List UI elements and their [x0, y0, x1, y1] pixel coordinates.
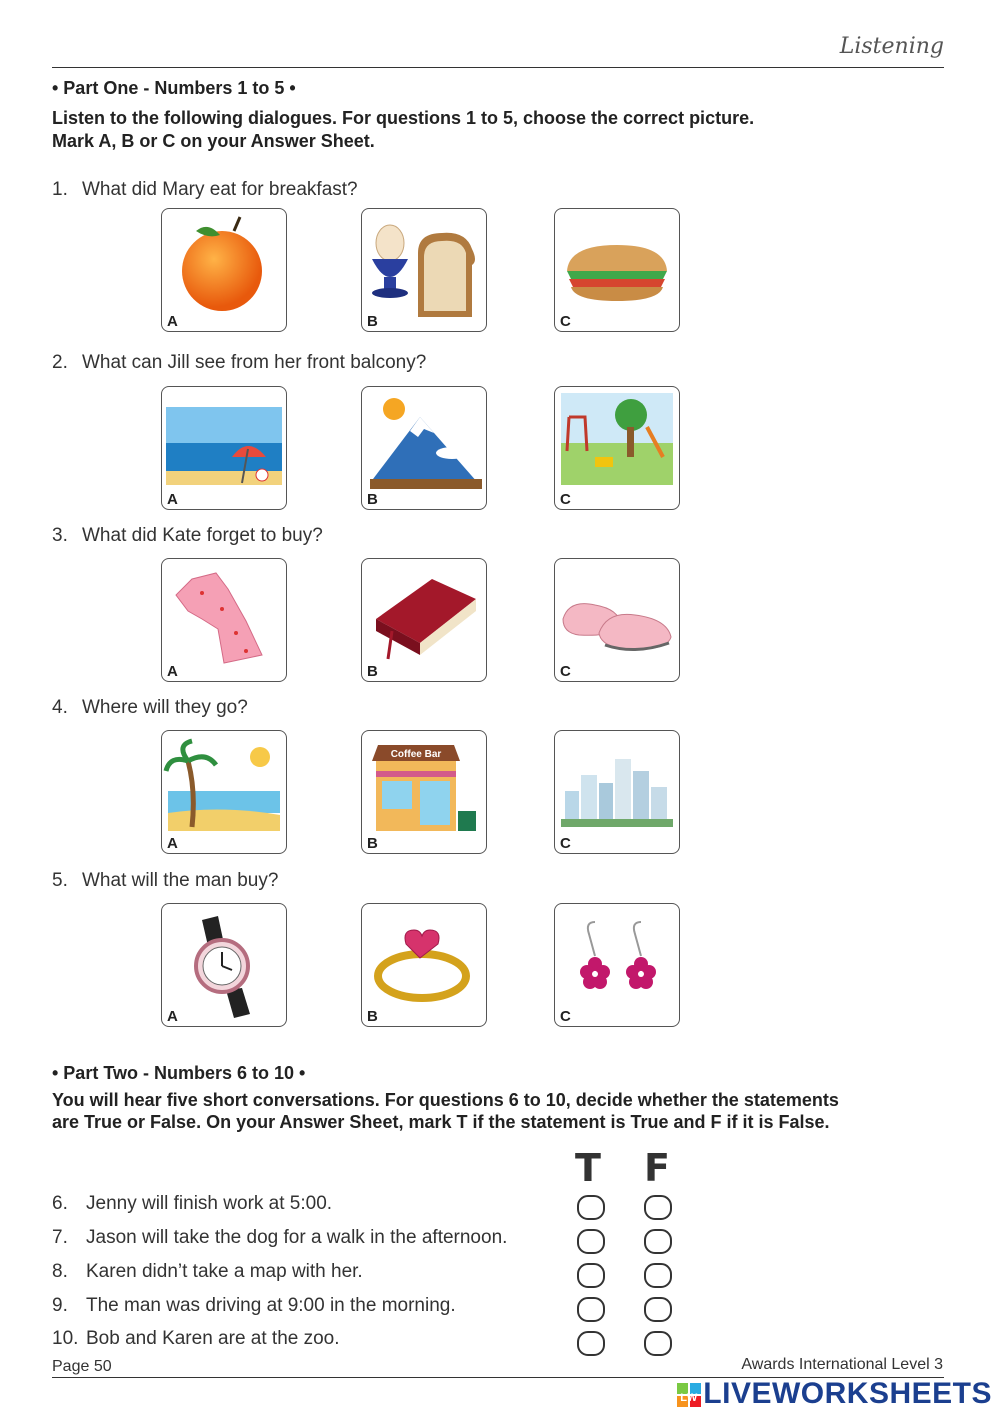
q1-option-b[interactable] [361, 208, 487, 332]
orange-image [162, 209, 286, 331]
question-4 [52, 697, 248, 719]
coffee-bar-image [362, 731, 486, 853]
part-one-instructions-2: Mark A, B or C on your Answer Sheet. [52, 131, 375, 151]
q4-option-b[interactable] [361, 730, 487, 854]
question-3 [52, 525, 323, 547]
q2-option-a[interactable] [161, 386, 287, 510]
watch-image [162, 904, 286, 1026]
q3-option-b[interactable] [361, 558, 487, 682]
header-rule [52, 67, 944, 68]
question-number: 2. [52, 352, 68, 373]
question-text: What did Mary eat for breakfast? [82, 179, 358, 200]
option-letter: A [167, 313, 178, 330]
question-text: Where will they go? [82, 697, 248, 718]
mountain-image [362, 387, 486, 509]
question-1 [52, 179, 358, 201]
question-number: 5. [52, 870, 68, 891]
statement-10-true-radio[interactable] [577, 1331, 605, 1356]
option-letter: C [560, 663, 571, 680]
statement-9 [52, 1295, 456, 1317]
question-number: 4. [52, 697, 68, 718]
statement-7-false-radio[interactable] [644, 1229, 672, 1254]
statement-9-true-radio[interactable] [577, 1297, 605, 1322]
q3-option-c[interactable] [554, 558, 680, 682]
question-2 [52, 352, 426, 374]
question-number: 3. [52, 525, 68, 546]
book-image [362, 559, 486, 681]
question-text: What did Kate forget to buy? [82, 525, 323, 546]
q5-option-b[interactable] [361, 903, 487, 1027]
statement-number: 10. [52, 1328, 79, 1349]
option-letter: A [167, 663, 178, 680]
dress-image [162, 559, 286, 681]
false-column-header: F [644, 1146, 670, 1190]
part-two-title: • Part Two - Numbers 6 to 10 • [52, 1063, 306, 1083]
shoes-image [555, 559, 679, 681]
statement-text: Karen didn’t take a map with her. [86, 1261, 363, 1282]
earrings-image [555, 904, 679, 1026]
statement-number: 9. [52, 1295, 68, 1316]
statement-text: The man was driving at 9:00 in the morning. [86, 1295, 456, 1316]
city-image [555, 731, 679, 853]
q2-option-c[interactable] [554, 386, 680, 510]
part-one-instructions-1: Listen to the following dialogues. For questions 1 to 5, choose the correct picture. [52, 108, 755, 128]
statement-8-false-radio[interactable] [644, 1263, 672, 1288]
q1-option-a[interactable] [161, 208, 287, 332]
option-letter: C [560, 313, 571, 330]
option-letter: B [367, 491, 378, 508]
question-5 [52, 870, 278, 892]
liveworksheets-logo[interactable] [677, 1377, 992, 1411]
option-letter: B [367, 835, 378, 852]
brand-name: LIVEWORKSHEETS [703, 1377, 992, 1410]
q4-option-a[interactable] [161, 730, 287, 854]
part-two-instructions-2: are True or False. On your Answer Sheet, mark T if the statement is True and F if it is False. [52, 1112, 830, 1132]
statement-number: 6. [52, 1193, 68, 1214]
coffee-bar-sign: Coffee Bar [390, 749, 442, 760]
egg-and-toast-image [362, 209, 486, 331]
q4-option-c[interactable] [554, 730, 680, 854]
option-letter: B [367, 1008, 378, 1025]
question-text: What will the man buy? [82, 870, 279, 891]
page-number: Page 50 [52, 1358, 112, 1375]
statement-7 [52, 1227, 507, 1249]
statement-7-true-radio[interactable] [577, 1229, 605, 1254]
statement-8 [52, 1261, 363, 1283]
part-two-instructions-1: You will hear five short conversations. For questions 6 to 10, decide whether the statements [52, 1090, 839, 1110]
option-letter: B [367, 313, 378, 330]
section-title: Listening [839, 34, 944, 59]
option-letter: A [167, 491, 178, 508]
option-letter: B [367, 663, 378, 680]
question-text: What can Jill see from her front balcony? [82, 352, 427, 373]
option-letter: C [560, 491, 571, 508]
option-letter: C [560, 835, 571, 852]
q5-option-c[interactable] [554, 903, 680, 1027]
statement-number: 7. [52, 1227, 68, 1248]
tropical-beach-image [162, 731, 286, 853]
sandwich-image [555, 209, 679, 331]
q1-option-c[interactable] [554, 208, 680, 332]
q5-option-a[interactable] [161, 903, 287, 1027]
statement-6-false-radio[interactable] [644, 1195, 672, 1220]
statement-number: 8. [52, 1261, 68, 1282]
q2-option-b[interactable] [361, 386, 487, 510]
statement-8-true-radio[interactable] [577, 1263, 605, 1288]
option-letter: A [167, 1008, 178, 1025]
liveworksheets-mark-icon [677, 1383, 701, 1407]
statement-6 [52, 1193, 332, 1215]
q3-option-a[interactable] [161, 558, 287, 682]
statement-text: Bob and Karen are at the zoo. [86, 1328, 340, 1349]
part-one-title: • Part One - Numbers 1 to 5 • [52, 78, 296, 98]
question-number: 1. [52, 179, 68, 200]
option-letter: A [167, 835, 178, 852]
playground-image [555, 387, 679, 509]
statement-10-false-radio[interactable] [644, 1331, 672, 1356]
brand-mark-text: LW [680, 1392, 699, 1405]
series-label: Awards International Level 3 [741, 1356, 943, 1373]
statement-text: Jason will take the dog for a walk in the afternoon. [86, 1227, 508, 1248]
ring-image [362, 904, 486, 1026]
true-column-header: T [575, 1146, 601, 1190]
beach-image [162, 387, 286, 509]
statement-6-true-radio[interactable] [577, 1195, 605, 1220]
option-letter: C [560, 1008, 571, 1025]
statement-text: Jenny will finish work at 5:00. [86, 1193, 333, 1214]
statement-10 [52, 1328, 340, 1350]
statement-9-false-radio[interactable] [644, 1297, 672, 1322]
